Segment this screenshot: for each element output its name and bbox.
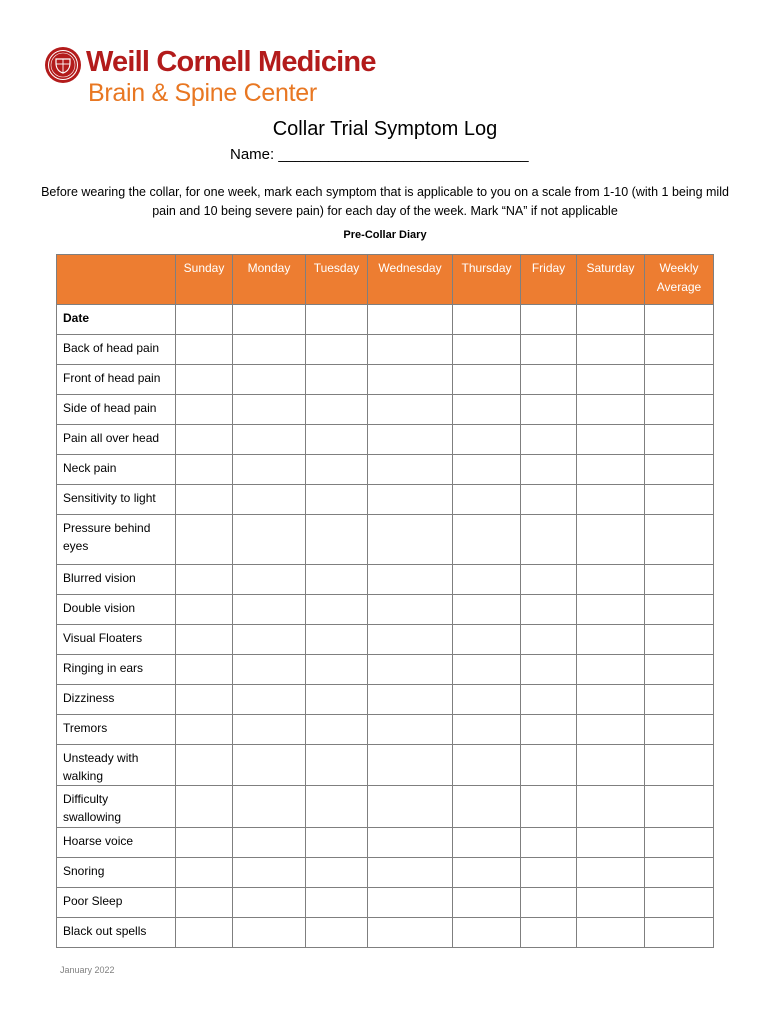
entry-cell[interactable] (645, 335, 714, 365)
row-label-symptom: Pressure behind eyes (57, 515, 176, 565)
entry-cell[interactable] (368, 595, 453, 625)
cornell-seal-icon (44, 46, 82, 84)
entry-cell[interactable] (176, 425, 233, 455)
entry-cell[interactable] (521, 918, 577, 948)
table-row (57, 655, 714, 685)
entry-cell[interactable] (233, 595, 306, 625)
entry-cell[interactable] (645, 485, 714, 515)
column-header: Saturday (577, 255, 645, 305)
entry-cell[interactable] (521, 786, 577, 828)
entry-cell[interactable] (645, 888, 714, 918)
table-row (57, 565, 714, 595)
entry-cell[interactable] (176, 685, 233, 715)
entry-cell[interactable] (368, 335, 453, 365)
table-row (57, 888, 714, 918)
row-label-symptom: Hoarse voice (57, 828, 176, 858)
name-field[interactable] (230, 146, 529, 163)
entry-cell[interactable] (368, 515, 453, 565)
entry-cell[interactable] (233, 918, 306, 948)
entry-cell[interactable] (577, 685, 645, 715)
column-header: Monday (233, 255, 306, 305)
entry-cell[interactable] (176, 485, 233, 515)
entry-cell[interactable] (645, 625, 714, 655)
entry-cell[interactable] (521, 888, 577, 918)
entry-cell[interactable] (176, 625, 233, 655)
entry-cell[interactable] (233, 485, 306, 515)
entry-cell[interactable] (521, 745, 577, 786)
entry-cell[interactable] (645, 565, 714, 595)
diary-title: Pre-Collar Diary (343, 229, 427, 241)
entry-cell[interactable] (176, 595, 233, 625)
entry-cell[interactable] (577, 455, 645, 485)
entry-cell[interactable] (306, 485, 368, 515)
entry-cell[interactable] (521, 625, 577, 655)
entry-cell[interactable] (306, 745, 368, 786)
row-label-symptom: Pain all over head (57, 425, 176, 455)
row-label-symptom: Front of head pain (57, 365, 176, 395)
entry-cell[interactable] (368, 685, 453, 715)
entry-cell[interactable] (521, 365, 577, 395)
entry-cell[interactable] (368, 655, 453, 685)
entry-cell[interactable] (645, 365, 714, 395)
entry-cell[interactable] (233, 425, 306, 455)
entry-cell[interactable] (176, 515, 233, 565)
table-row (57, 625, 714, 655)
entry-cell[interactable] (577, 425, 645, 455)
entry-cell[interactable] (577, 365, 645, 395)
entry-cell[interactable] (306, 565, 368, 595)
column-header: Tuesday (306, 255, 368, 305)
entry-cell[interactable] (176, 335, 233, 365)
entry-cell[interactable] (233, 625, 306, 655)
table-row (57, 515, 714, 565)
entry-cell[interactable] (577, 715, 645, 745)
entry-cell[interactable] (306, 455, 368, 485)
entry-cell[interactable] (577, 565, 645, 595)
entry-cell[interactable] (453, 888, 521, 918)
entry-cell[interactable] (521, 425, 577, 455)
entry-cell[interactable] (645, 655, 714, 685)
entry-cell[interactable] (577, 515, 645, 565)
logo-subtitle: Brain & Spine Center (88, 79, 317, 107)
row-label-symptom: Tremors (57, 715, 176, 745)
row-label-symptom: Double vision (57, 595, 176, 625)
entry-cell[interactable] (306, 625, 368, 655)
entry-cell[interactable] (233, 745, 306, 786)
entry-cell[interactable] (233, 305, 306, 335)
row-label-symptom: Unsteady with walking (57, 745, 176, 786)
table-row (57, 918, 714, 948)
entry-cell[interactable] (453, 595, 521, 625)
entry-cell[interactable] (521, 455, 577, 485)
entry-cell[interactable] (453, 565, 521, 595)
entry-cell[interactable] (368, 455, 453, 485)
entry-cell[interactable] (521, 715, 577, 745)
entry-cell[interactable] (521, 335, 577, 365)
table-row (57, 595, 714, 625)
entry-cell[interactable] (233, 365, 306, 395)
entry-cell[interactable] (176, 918, 233, 948)
entry-cell[interactable] (453, 828, 521, 858)
entry-cell[interactable] (233, 455, 306, 485)
logo-title: Weill Cornell Medicine (86, 46, 376, 78)
row-label-symptom: Ringing in ears (57, 655, 176, 685)
entry-cell[interactable] (577, 655, 645, 685)
row-label-symptom: Black out spells (57, 918, 176, 948)
entry-cell[interactable] (645, 395, 714, 425)
table-row (57, 786, 714, 828)
entry-cell[interactable] (521, 515, 577, 565)
table-row (57, 685, 714, 715)
entry-cell[interactable] (453, 745, 521, 786)
row-label-symptom: Side of head pain (57, 395, 176, 425)
entry-cell[interactable] (233, 395, 306, 425)
entry-cell[interactable] (233, 655, 306, 685)
entry-cell[interactable] (306, 515, 368, 565)
name-label: Name: (230, 146, 275, 163)
column-header: Sunday (176, 255, 233, 305)
entry-cell[interactable] (453, 858, 521, 888)
entry-cell[interactable] (453, 515, 521, 565)
table-row (57, 365, 714, 395)
entry-cell[interactable] (453, 425, 521, 455)
entry-cell[interactable] (368, 715, 453, 745)
entry-cell[interactable] (176, 395, 233, 425)
entry-cell[interactable] (176, 828, 233, 858)
entry-cell[interactable] (368, 485, 453, 515)
row-label-symptom: Snoring (57, 858, 176, 888)
entry-cell[interactable] (453, 918, 521, 948)
entry-cell[interactable] (176, 715, 233, 745)
entry-cell[interactable] (306, 918, 368, 948)
entry-cell[interactable] (645, 786, 714, 828)
entry-cell[interactable] (645, 745, 714, 786)
table-header-row (57, 255, 714, 305)
entry-cell[interactable] (577, 625, 645, 655)
entry-cell[interactable] (645, 828, 714, 858)
entry-cell[interactable] (306, 888, 368, 918)
row-label-symptom: Neck pain (57, 455, 176, 485)
entry-cell[interactable] (453, 625, 521, 655)
entry-cell[interactable] (306, 395, 368, 425)
entry-cell[interactable] (577, 745, 645, 786)
entry-cell[interactable] (368, 786, 453, 828)
entry-cell[interactable] (645, 305, 714, 335)
entry-cell[interactable] (577, 595, 645, 625)
column-header: Friday (521, 255, 577, 305)
entry-cell[interactable] (233, 786, 306, 828)
entry-cell[interactable] (368, 365, 453, 395)
entry-cell[interactable] (577, 485, 645, 515)
entry-cell[interactable] (645, 455, 714, 485)
entry-cell[interactable] (368, 395, 453, 425)
entry-cell[interactable] (368, 565, 453, 595)
entry-cell[interactable] (521, 485, 577, 515)
entry-cell[interactable] (645, 858, 714, 888)
table-row (57, 335, 714, 365)
header-corner-cell (57, 255, 176, 305)
table-row (57, 305, 714, 335)
column-header: Weekly Average (645, 255, 714, 305)
entry-cell[interactable] (368, 625, 453, 655)
name-blank: ______________________________ (278, 146, 529, 163)
row-label-symptom: Visual Floaters (57, 625, 176, 655)
entry-cell[interactable] (368, 828, 453, 858)
entry-cell[interactable] (453, 395, 521, 425)
entry-cell[interactable] (176, 786, 233, 828)
entry-cell[interactable] (306, 305, 368, 335)
entry-cell[interactable] (306, 828, 368, 858)
entry-cell[interactable] (233, 858, 306, 888)
entry-cell[interactable] (645, 515, 714, 565)
entry-cell[interactable] (233, 888, 306, 918)
row-label-symptom: Blurred vision (57, 565, 176, 595)
entry-cell[interactable] (176, 305, 233, 335)
entry-cell[interactable] (176, 655, 233, 685)
entry-cell[interactable] (453, 455, 521, 485)
entry-cell[interactable] (577, 395, 645, 425)
table-row (57, 485, 714, 515)
entry-cell[interactable] (577, 335, 645, 365)
entry-cell[interactable] (176, 365, 233, 395)
entry-cell[interactable] (521, 395, 577, 425)
entry-cell[interactable] (233, 515, 306, 565)
entry-cell[interactable] (577, 918, 645, 948)
row-label-symptom: Poor Sleep (57, 888, 176, 918)
row-label-symptom: Difficulty swallowing (57, 786, 176, 828)
table-row (57, 828, 714, 858)
entry-cell[interactable] (521, 305, 577, 335)
entry-cell[interactable] (368, 305, 453, 335)
entry-cell[interactable] (368, 745, 453, 786)
table-row (57, 395, 714, 425)
footer-date: January 2022 (60, 965, 115, 975)
row-label-symptom: Back of head pain (57, 335, 176, 365)
entry-cell[interactable] (577, 786, 645, 828)
table-row (57, 425, 714, 455)
entry-cell[interactable] (521, 565, 577, 595)
entry-cell[interactable] (176, 888, 233, 918)
column-header: Wednesday (368, 255, 453, 305)
entry-cell[interactable] (306, 715, 368, 745)
table-row (57, 858, 714, 888)
document-title: Collar Trial Symptom Log (272, 118, 498, 140)
entry-cell[interactable] (306, 786, 368, 828)
entry-cell[interactable] (306, 858, 368, 888)
entry-cell[interactable] (577, 858, 645, 888)
entry-cell[interactable] (645, 685, 714, 715)
entry-cell[interactable] (521, 858, 577, 888)
entry-cell[interactable] (521, 685, 577, 715)
entry-cell[interactable] (233, 828, 306, 858)
column-header: Thursday (453, 255, 521, 305)
entry-cell[interactable] (453, 685, 521, 715)
entry-cell[interactable] (368, 888, 453, 918)
entry-cell[interactable] (233, 685, 306, 715)
table-row (57, 455, 714, 485)
table-row (57, 715, 714, 745)
entry-cell[interactable] (453, 655, 521, 685)
entry-cell[interactable] (306, 655, 368, 685)
entry-cell[interactable] (306, 595, 368, 625)
entry-cell[interactable] (453, 786, 521, 828)
entry-cell[interactable] (233, 335, 306, 365)
entry-cell[interactable] (521, 828, 577, 858)
entry-cell[interactable] (577, 305, 645, 335)
entry-cell[interactable] (176, 745, 233, 786)
entry-cell[interactable] (233, 565, 306, 595)
entry-cell[interactable] (306, 335, 368, 365)
entry-cell[interactable] (577, 828, 645, 858)
entry-cell[interactable] (368, 858, 453, 888)
row-label-symptom: Dizziness (57, 685, 176, 715)
entry-cell[interactable] (521, 655, 577, 685)
entry-cell[interactable] (645, 595, 714, 625)
entry-cell[interactable] (453, 365, 521, 395)
entry-cell[interactable] (453, 335, 521, 365)
instructions-text: Before wearing the collar, for one week, mark each symptom that is applicable to you on a scale from 1-10 (with 1 being mild pain and 10 being severe pain) for each day of the week. Mark “NA” if not applicable (41, 185, 729, 218)
entry-cell[interactable] (306, 365, 368, 395)
row-label-symptom: Sensitivity to light (57, 485, 176, 515)
entry-cell[interactable] (368, 425, 453, 455)
entry-cell[interactable] (306, 685, 368, 715)
entry-cell[interactable] (176, 858, 233, 888)
entry-cell[interactable] (645, 715, 714, 745)
entry-cell[interactable] (176, 455, 233, 485)
entry-cell[interactable] (577, 888, 645, 918)
entry-cell[interactable] (233, 715, 306, 745)
header-logo (44, 44, 464, 114)
entry-cell[interactable] (368, 918, 453, 948)
symptom-log-table (56, 254, 714, 948)
entry-cell[interactable] (521, 595, 577, 625)
entry-cell[interactable] (645, 918, 714, 948)
table-row (57, 745, 714, 786)
entry-cell[interactable] (306, 425, 368, 455)
entry-cell[interactable] (453, 715, 521, 745)
entry-cell[interactable] (453, 485, 521, 515)
entry-cell[interactable] (645, 425, 714, 455)
entry-cell[interactable] (176, 565, 233, 595)
entry-cell[interactable] (453, 305, 521, 335)
row-label-date: Date (57, 305, 176, 335)
